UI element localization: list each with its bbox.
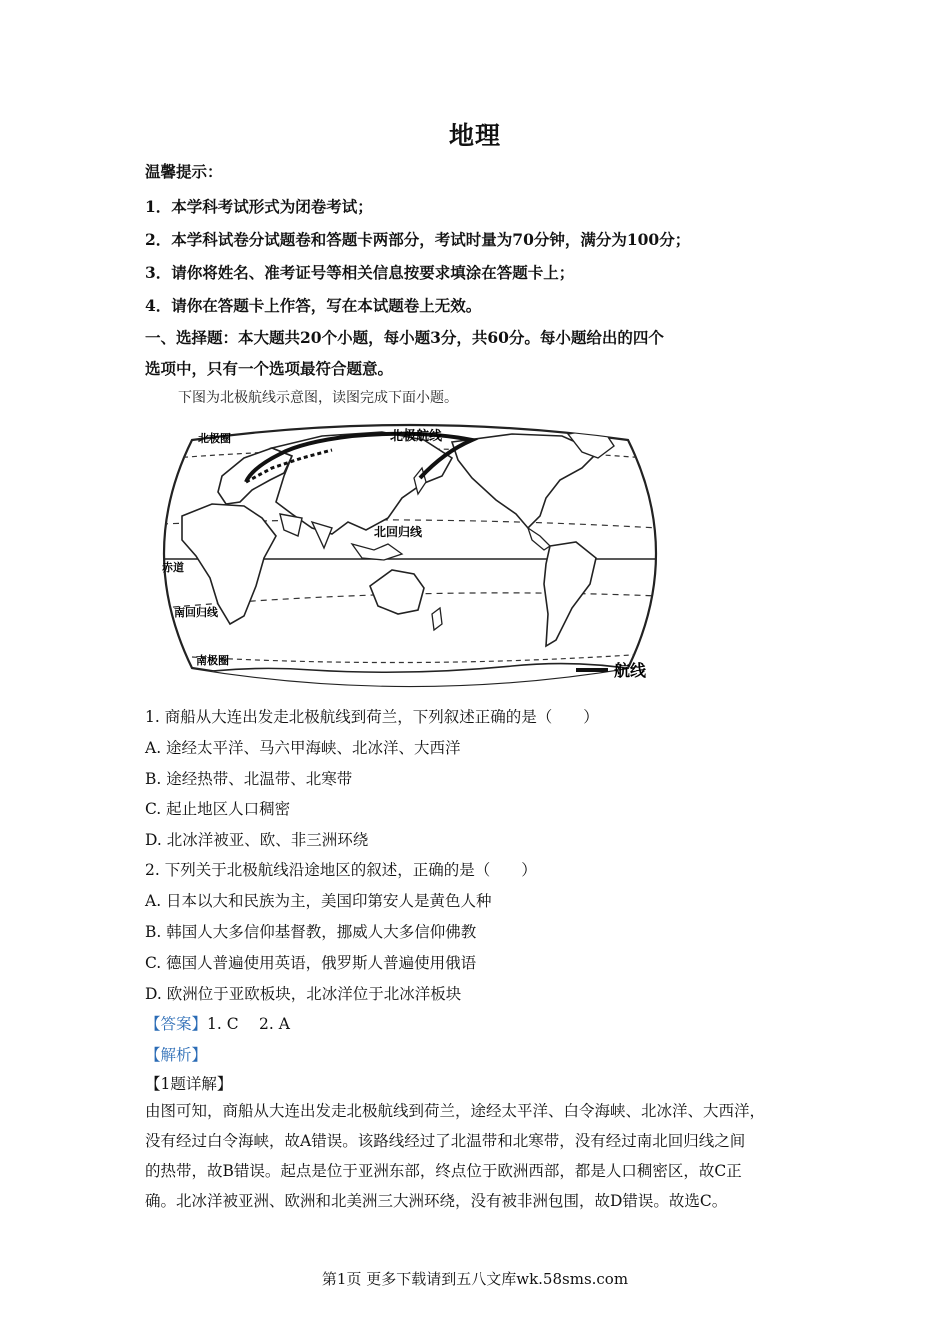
section-heading-line1: 一、选择题：本大题共20个小题，每小题3分，共60分。每小题给出的四个 bbox=[145, 328, 664, 347]
page-footer: 第1页 更多下载请到五八文库wk.58sms.com bbox=[321, 1270, 629, 1288]
equator-label: 赤道 bbox=[162, 561, 184, 574]
notice-item: 3．请你将姓名、准考证号等相关信息按要求填涂在答题卡上； bbox=[145, 263, 575, 282]
section-heading-line2: 选项中，只有一个选项最符合题意。 bbox=[145, 359, 394, 378]
question-option: A. 日本以大和民族为主，美国印第安人是黄色人种 bbox=[145, 892, 492, 910]
arctic-circle-label: 北极圈 bbox=[198, 432, 231, 445]
analysis-tag: 【解析】 bbox=[145, 1046, 208, 1064]
notice-item: 2．本学科试卷分试题卷和答题卡两部分，考试时量为70分钟，满分为100分； bbox=[145, 230, 691, 249]
legend-route-label: 航线 bbox=[614, 661, 647, 680]
notice-heading: 温馨提示： bbox=[145, 162, 223, 181]
notice-item: 1．本学科考试形式为闭卷考试； bbox=[145, 197, 373, 216]
figure-caption: 下图为北极航线示意图，读图完成下面小题。 bbox=[178, 390, 458, 406]
tropic-of-cancer-label: 北回归线 bbox=[374, 525, 423, 539]
detail-line: 的热带，故B错误。起点是位于亚洲东部，终点位于欧洲西部，都是人口稠密区，故C正 bbox=[145, 1162, 742, 1180]
question-option: D. 北冰洋被亚、欧、非三洲环绕 bbox=[145, 831, 369, 849]
answer-text: 1. C 2. A bbox=[207, 1015, 290, 1033]
detail-line: 没有经过白令海峡，故A错误。该路线经过了北温带和北寒带，没有经过南北回归线之间 bbox=[145, 1132, 746, 1150]
detail-line: 由图可知，商船从大连出发走北极航线到荷兰，途经太平洋、白令海峡、北冰洋、大西洋， bbox=[145, 1102, 766, 1120]
detail-heading: 【1题详解】 bbox=[145, 1075, 233, 1093]
route-label: 北极航线 bbox=[390, 429, 443, 444]
question-option: C. 德国人普遍使用英语，俄罗斯人普遍使用俄语 bbox=[145, 954, 477, 972]
page-title: 地理 bbox=[448, 121, 501, 150]
question-option: C. 起止地区人口稠密 bbox=[145, 800, 291, 818]
antarctic-circle-label: 南极圈 bbox=[196, 654, 229, 667]
answer-tag: 【答案】 bbox=[145, 1015, 208, 1033]
notice-item: 4．请你在答题卡上作答，写在本试题卷上无效。 bbox=[145, 296, 482, 315]
question-option: B. 途经热带、北温带、北寒带 bbox=[145, 770, 353, 788]
detail-line: 确。北冰洋被亚洲、欧洲和北美洲三大洲环绕，没有被非洲包围，故D错误。故选C。 bbox=[145, 1192, 728, 1210]
arctic-route-map bbox=[152, 418, 668, 696]
answer-line bbox=[145, 1012, 290, 1034]
question-option: B. 韩国人大多信仰基督教，挪威人大多信仰佛教 bbox=[145, 923, 477, 941]
question-option: A. 途经太平洋、马六甲海峡、北冰洋、大西洋 bbox=[145, 739, 461, 757]
analysis-line bbox=[145, 1043, 207, 1065]
tropic-of-capricorn-label: 南回归线 bbox=[174, 606, 218, 619]
question-option: D. 欧洲位于亚欧板块，北冰洋位于北冰洋板块 bbox=[145, 985, 462, 1003]
question-stem: 2. 下列关于北极航线沿途地区的叙述，正确的是（ ） bbox=[145, 861, 537, 879]
detail-paragraph bbox=[145, 1096, 805, 1216]
question-stem: 1. 商船从大连出发走北极航线到荷兰，下列叙述正确的是（ ） bbox=[145, 708, 599, 726]
